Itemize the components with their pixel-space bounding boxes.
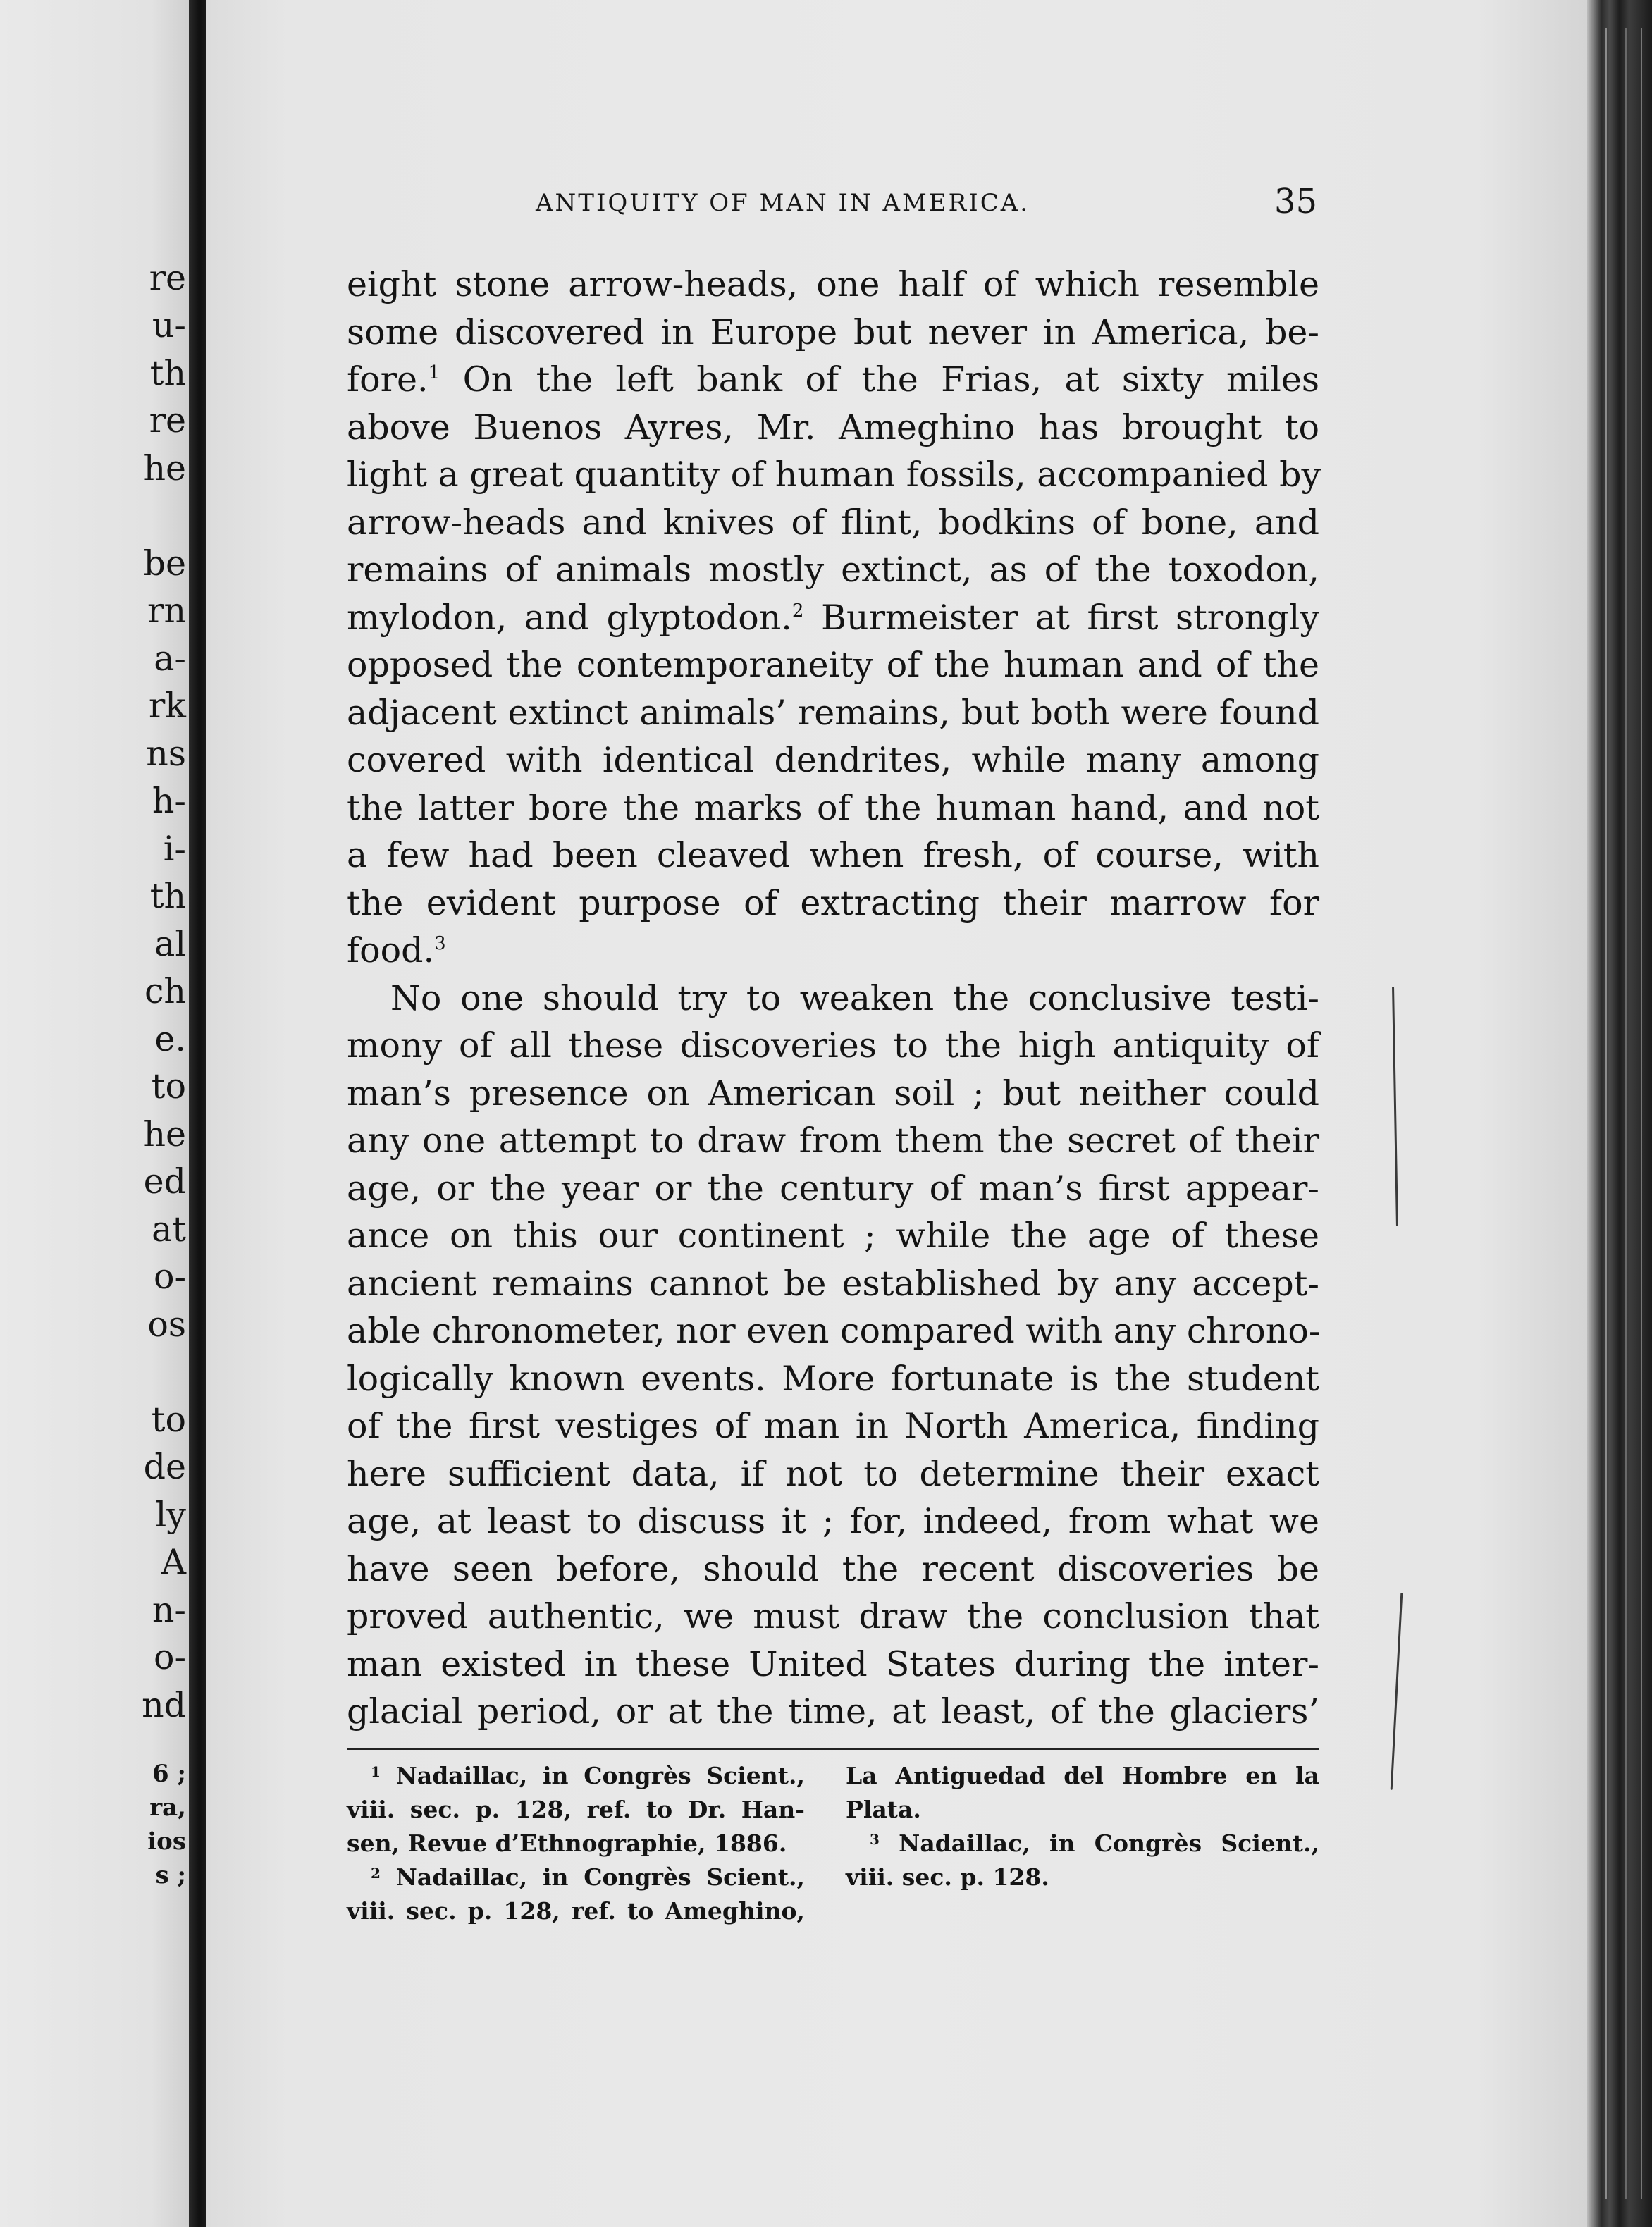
body-line: any one attempt to draw from them the secret of their — [347, 1121, 1319, 1161]
left-page-line-fragment: h- — [152, 781, 186, 821]
left-facing-page — [0, 0, 189, 2227]
footnote-line: viii. sec. p. 128, ref. to Dr. Han- — [347, 1796, 805, 1823]
left-page-line-fragment: n- — [152, 1590, 186, 1630]
left-page-line-fragment: nd — [142, 1685, 186, 1725]
footnote-line: viii. sec. p. 128, ref. to Ameghino, — [347, 1897, 805, 1925]
footnotes-left-column — [347, 1759, 805, 1928]
body-line: have seen before, should the recent discoveries be — [347, 1548, 1319, 1589]
left-page-line-fragment: rk — [148, 686, 186, 726]
footnote-ref: 2 — [791, 600, 804, 622]
body-line — [347, 927, 1319, 975]
left-page-footnote-fragment: ra, — [149, 1794, 186, 1822]
footnote-text: Nadaillac, in Congrès Scient., — [395, 1762, 805, 1789]
footnote-line — [347, 1759, 805, 1793]
body-line: here sufficient data, if not to determine their exact — [347, 1453, 1319, 1494]
body-line: eight stone arrow-heads, one half of which resemble — [347, 264, 1319, 304]
left-page-line-fragment: ch — [144, 971, 186, 1011]
body-line: man existed in these United States during the inter- — [347, 1643, 1319, 1684]
left-page-line-fragment: he — [143, 448, 186, 488]
body-line-text: On the left bank of the Frias, at sixty miles — [462, 359, 1320, 400]
left-page-line-fragment: a- — [154, 639, 186, 679]
left-page-line-fragment: u- — [152, 305, 186, 345]
left-page-line-fragment: be — [143, 543, 186, 584]
body-line: adjacent extinct animals’ remains, but both were found — [347, 692, 1319, 733]
body-line-text: Burmeister at first strongly — [821, 597, 1320, 638]
body-line — [347, 594, 1319, 642]
footnotes-right-column — [846, 1759, 1319, 1894]
left-page-line-fragment: ns — [146, 734, 186, 774]
left-page-line-fragment: to — [151, 1400, 186, 1440]
left-page-line-fragment: o- — [153, 1257, 186, 1297]
footnote-text: Nadaillac, in Congrès Scient., — [395, 1863, 805, 1891]
body-line — [347, 356, 1319, 404]
paragraph-start-line: No one should try to weaken the conclusive testi- — [390, 977, 1319, 1018]
page-number: 35 — [1274, 182, 1318, 221]
left-page-line-fragment: re — [149, 258, 186, 298]
left-page-footnote-fragment: ios — [147, 1827, 186, 1856]
footnote-ref: 3 — [434, 933, 446, 954]
body-line: covered with identical dendrites, while many among — [347, 740, 1319, 780]
left-page-line-fragment: de — [143, 1447, 186, 1487]
footnote-line: La Antiguedad del Hombre en la — [846, 1762, 1319, 1789]
footnote-text: Nadaillac, in Congrès Scient., — [899, 1830, 1319, 1857]
left-page-footnote-fragment: 6 ; — [152, 1760, 186, 1788]
body-line: opposed the contemporaneity of the human and of the — [347, 645, 1319, 685]
body-line: the latter bore the marks of the human hand, and not — [347, 787, 1319, 828]
body-line: arrow-heads and knives of flint, bodkins of bone, and — [347, 502, 1319, 543]
body-line: able chronometer, nor even compared with any chrono- — [347, 1311, 1321, 1351]
body-line: remains of animals mostly extinct, as of the toxodon, — [347, 550, 1319, 590]
left-page-line-fragment: at — [152, 1209, 186, 1250]
body-line: mony of all these discoveries to the high antiquity of — [347, 1025, 1319, 1066]
book-gutter — [189, 0, 206, 2227]
footnote-line: Plata. — [846, 1796, 921, 1823]
left-page-line-fragment: re — [149, 400, 186, 440]
running-head: ANTIQUITY OF MAN IN AMERICA. — [536, 189, 1030, 217]
footnote-divider — [347, 1748, 1319, 1750]
left-page-line-fragment: ly — [155, 1495, 186, 1535]
left-page-line-fragment: he — [143, 1114, 186, 1154]
footnote-marker: 3 — [870, 1831, 880, 1848]
footnote-line: sen, Revue d’Ethnographie, 1886. — [347, 1830, 787, 1857]
body-line-text: fore. — [347, 359, 429, 400]
body-line: light a great quantity of human fossils, accompanied by — [347, 455, 1321, 495]
left-page-line-fragment: e. — [154, 1019, 186, 1059]
body-line: above Buenos Ayres, Mr. Ameghino has brought to — [347, 407, 1319, 448]
body-line-text: mylodon, and glyptodon. — [347, 597, 792, 638]
body-line: logically known events. More fortunate is the student — [347, 1358, 1319, 1399]
footnote-marker: 2 — [371, 1865, 381, 1882]
body-line: age, at least to discuss it ; for, indeed, from what we — [347, 1501, 1319, 1541]
body-line: of the first vestiges of man in North America, finding — [347, 1406, 1319, 1446]
body-line: man’s presence on American soil ; but neither could — [347, 1073, 1319, 1114]
body-line: some discovered in Europe but never in America, be- — [347, 311, 1319, 352]
page-fore-edge — [1587, 0, 1652, 2227]
left-page-footnote-fragment: s ; — [155, 1861, 186, 1889]
body-line: ancient remains cannot be established by any accept- — [347, 1263, 1319, 1304]
left-page-line-fragment: rn — [147, 591, 186, 631]
left-page-line-fragment: i- — [163, 829, 186, 869]
body-text — [347, 261, 1319, 1736]
body-line: age, or the year or the century of man’s first appear- — [347, 1168, 1319, 1209]
footnote-marker: 1 — [371, 1763, 381, 1780]
left-page-line-fragment: to — [151, 1066, 186, 1106]
footnote-line: viii. sec. p. 128. — [846, 1863, 1049, 1891]
body-line: the evident purpose of extracting their marrow for — [347, 882, 1319, 923]
body-line: a few had been cleaved when fresh, of course, with — [347, 835, 1319, 875]
footnote-line — [846, 1827, 1319, 1861]
left-page-line-fragment: th — [149, 876, 186, 916]
body-line-text: food. — [347, 930, 435, 970]
left-page-line-fragment: al — [154, 924, 186, 964]
footnote-ref: 1 — [428, 362, 440, 383]
left-page-line-fragment: os — [147, 1304, 186, 1345]
left-page-line-fragment: ed — [143, 1161, 186, 1202]
body-line: glacial period, or at the time, at least, of the glaciers’ — [347, 1691, 1319, 1732]
body-line: ance on this our continent ; while the age of these — [347, 1216, 1319, 1256]
left-page-line-fragment: th — [149, 353, 186, 393]
left-page-line-fragment: o- — [153, 1637, 186, 1677]
left-page-line-fragment: A — [161, 1542, 186, 1582]
body-line: proved authentic, we must draw the conclusion that — [347, 1596, 1319, 1636]
footnote-line — [347, 1861, 805, 1894]
